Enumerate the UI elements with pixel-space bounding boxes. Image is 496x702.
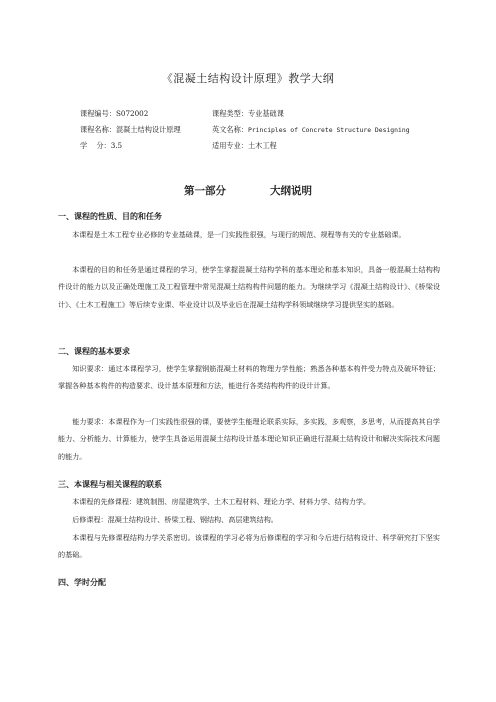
course-name-label: 课程名称：: [80, 125, 116, 134]
info-row-major: [212, 138, 410, 154]
english-name-value: Principles of Concrete Structure Designing: [247, 126, 410, 134]
course-type-value: 专业基础课: [247, 109, 284, 118]
course-info-left: [80, 106, 181, 154]
course-type-label: 课程类型：: [212, 109, 248, 118]
document-title: 《混凝土结构设计原理》教学大纲: [161, 72, 335, 85]
section-2-paragraph-2: 能力要求：本课程作为一门实践性很强的课，要使学生能理论联系实际，多实践，多观察，多思考，从而提高其自学能力、分析能力、计算能力，使学生具备运用混凝土结构设计基本理论知识正确进行混凝土结构设计和解决实际技术问题的能力。: [58, 417, 440, 461]
info-row-credit: [80, 138, 181, 154]
credit-value: 3.5: [110, 141, 123, 150]
part-name: 大纲说明: [270, 185, 312, 197]
section-3-paragraph-2: 后修课程：混凝土结构设计、桥梁工程、钢结构、高层建筑结构。: [72, 515, 278, 524]
section-1-paragraph-2: 本课程的目的和任务是通过课程的学习，使学生掌握混凝土结构学科的基本理论和基本知识，具备一般混凝土结构构件设计的能力以及正确处理施工及工程管理中常见混凝土结构构件问题的能力。为继续学习《混凝土结构设计》、《桥梁设计》、《土木工程施工》等后续专业课、毕业设计以及毕业后在混凝土结构学科领域继续学习提供坚实的基础。: [58, 265, 440, 309]
english-name-label: 英文名称：: [212, 125, 248, 134]
info-row-code: [80, 106, 181, 122]
major-label: 适用专业：: [212, 141, 248, 150]
course-code-label: 课程编号：: [80, 109, 116, 118]
course-name-value: 混凝土结构设计原理: [115, 125, 181, 134]
info-row-name: [80, 122, 181, 138]
course-code-value: S072002: [115, 109, 149, 118]
section-2-paragraph-1: 知识要求：通过本课程学习，使学生掌握钢筋混凝土材料的物理力学性能；熟悉各种基本构件受力特点及破坏特征；掌握各种基本构件的构造要求、设计基本原理和方法，能进行各类结构构件的设计计算。: [58, 364, 440, 391]
section-1-paragraph-1: 本课程是土木工程专业必修的专业基础课，是一门实践性很强，与现行的规范、规程等有关的专业基础课。: [72, 230, 406, 239]
major-value: 土木工程: [247, 141, 277, 150]
credit-label: 学 分：: [80, 141, 111, 150]
course-info-right: [212, 106, 410, 154]
part-heading: [0, 183, 496, 198]
part-number: 第一部分: [184, 185, 226, 197]
section-heading-2: 二、课程的基本要求: [58, 347, 130, 356]
info-row-type: [212, 106, 410, 122]
section-3-paragraph-1: 本课程的先修课程：建筑制图、房屋建筑学、土木工程材料、理论力学、材料力学、结构力学。: [72, 497, 371, 506]
section-heading-4: 四、学时分配: [58, 578, 106, 587]
section-heading-1: 一、课程的性质、目的和任务: [58, 212, 162, 221]
section-3-paragraph-3: 本课程与先修课程结构力学关系密切。该课程的学习必将为后修课程的学习和今后进行结构设计、科学研究打下坚实的基础。: [58, 533, 440, 560]
section-heading-3: 三、本课程与相关课程的联系: [58, 480, 162, 489]
info-row-english: [212, 122, 410, 138]
